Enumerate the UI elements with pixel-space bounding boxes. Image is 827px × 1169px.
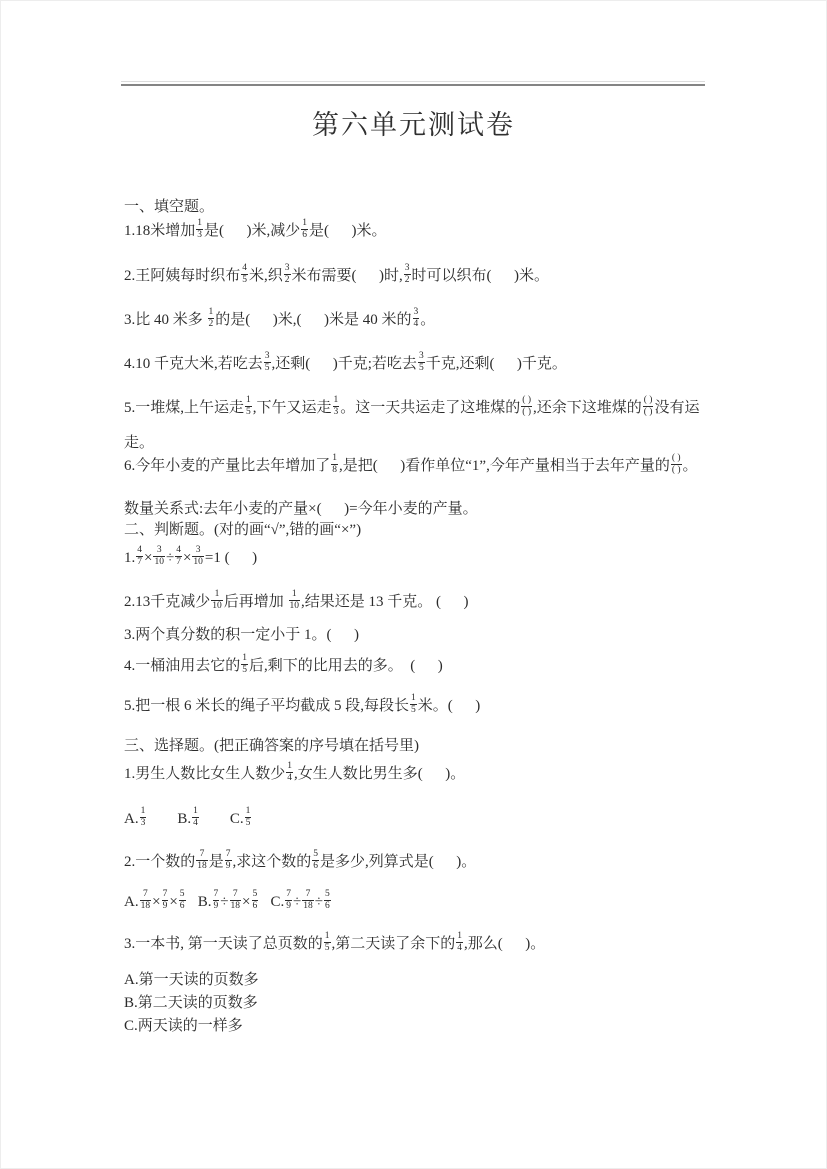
text-run: × [144,549,153,566]
fraction [324,931,331,954]
fraction-numerator: ( ) [522,395,531,405]
text-run: C. [259,893,285,910]
fraction-numerator: 1 [457,931,463,941]
text-run: 1. [124,549,136,566]
fraction [230,889,242,912]
fraction [208,307,215,330]
fraction-numerator: 4 [242,263,248,273]
fraction-denominator: 6 [179,900,185,911]
fraction-numerator: 1 [332,453,338,463]
fill-q2 [124,265,549,288]
fraction-denominator: 6 [252,900,258,911]
text-run: 2.王阿姨每时织布 [124,267,241,284]
fraction-denominator: ( ) [671,464,681,475]
fraction-denominator: 10 [154,556,164,567]
fraction-numerator: 3 [156,545,162,555]
fraction-numerator: 7 [305,889,311,899]
fraction-denominator: 5 [246,406,251,417]
text-run: 米。( ) [417,697,481,714]
text-run: A. [124,893,139,910]
fraction-denominator: 18 [230,900,241,911]
fraction-numerator: 1 [324,931,330,941]
fraction-denominator: 4 [287,772,293,783]
judge-q3 [124,626,359,645]
fraction-denominator: 5 [264,362,270,373]
choice-q2 [124,851,476,874]
fraction-denominator: 18 [303,900,313,911]
fraction-denominator: 6 [324,900,330,911]
text-run: A.第一天读的页数多 [124,972,259,988]
fraction [245,395,252,418]
choice-q1 [124,763,465,786]
text-run: 是( )米,减少 [204,222,301,239]
fraction-numerator: 4 [176,545,181,555]
header-rule [121,84,705,86]
section1-header: 一、填空题。 [124,199,215,215]
fraction-denominator: 2 [404,274,410,285]
text-run: 1.男生人数比女生人数少 [124,765,286,782]
text-run: 是( )米。 [309,222,387,239]
text-run: ,还剩( )千克;若吃去 [271,355,417,372]
fraction-numerator: 7 [232,889,238,899]
fraction-denominator: 3 [140,817,146,828]
fraction-denominator: 9 [225,860,231,871]
text-run: ÷ [293,893,302,910]
fill-q1 [124,220,387,243]
fraction-denominator: 6 [313,860,319,871]
fraction [136,545,143,568]
text-run: 4.一桶油用去它的 [124,657,241,674]
fraction [410,693,417,716]
fraction-denominator: 3 [197,229,203,240]
fraction-denominator: 2 [284,274,290,285]
text-run: ,是把( )看作单位“1”,今年产量相当于去年产量的 [339,457,670,474]
text-run: 1.18米增加 [124,222,196,239]
text-run: × [152,893,161,910]
fill-q6-line1 [124,455,698,478]
fraction [213,889,220,912]
fraction-denominator: 5 [324,942,330,953]
fraction-denominator: 8 [332,464,338,475]
fraction [179,889,186,912]
choice-q3-option-b [124,994,258,1013]
fraction-numerator: 3 [418,351,424,361]
fraction-numerator: 5 [252,889,258,899]
section3-header: 三、选择题。(把正确答案的序号填在括号里) [124,738,419,754]
text-run: 3.比 40 米多 [124,311,207,328]
fill-q5-line2 [124,434,154,453]
fill-q4 [124,353,567,376]
fraction-numerator: 7 [225,849,231,859]
fraction [324,889,331,912]
choice-q3-option-c [124,1017,243,1036]
fraction-numerator: 3 [413,307,419,317]
choice-q3 [124,933,545,956]
fraction [241,263,248,286]
text-run: 米布需要( )时, [291,267,403,284]
fraction [284,263,291,286]
judge-q2 [124,591,469,614]
fraction-numerator: 1 [287,761,293,771]
fraction-numerator: 1 [411,693,416,703]
text-run: 4.10 千克大米,若吃去 [124,355,263,372]
fraction-denominator: 7 [176,556,181,567]
fraction [312,849,319,872]
fraction-denominator: 6 [302,229,308,240]
fraction-denominator: 9 [162,900,168,911]
fraction [192,806,199,829]
fraction-numerator: 3 [195,545,201,555]
choice-q2-options [124,891,332,914]
fraction-numerator: 3 [264,351,270,361]
fraction-numerator: 3 [284,263,290,273]
text-run: 走。 [124,435,155,451]
fraction [413,307,420,330]
text-run: B. [147,810,192,827]
text-run: ,结果还是 13 千克。 ( ) [301,593,469,610]
fill-q5-line1 [124,397,699,420]
fraction-numerator: 1 [193,806,198,816]
fraction-denominator: 10 [289,600,300,611]
fraction [302,889,314,912]
fraction-numerator: 4 [137,545,142,555]
fraction-numerator: 1 [214,589,220,599]
fraction-denominator: 3 [333,406,339,417]
fraction [245,806,252,829]
fraction [196,218,203,241]
text-run: 后再增加 [223,593,288,610]
fraction [196,849,208,872]
fraction-denominator: 7 [137,556,142,567]
text-run: × [182,549,192,566]
text-run: 。 [420,311,436,328]
text-run: ÷ [165,549,175,566]
header-rule-light [121,81,705,82]
fraction [643,395,654,418]
fraction [286,761,293,784]
fraction [285,889,292,912]
fraction-denominator: 9 [213,900,219,911]
fraction-denominator: 5 [242,664,248,675]
text-run: 2.13千克减少 [124,593,211,610]
section2-header: 二、判断题。(对的画“√”,错的画“×”) [124,522,362,538]
fraction [140,806,147,829]
fraction-denominator: 4 [457,942,463,953]
fraction [162,889,169,912]
text-run: 3.两个真分数的积一定小于 1。( ) [124,627,359,643]
judge-q4 [124,655,443,678]
fraction-numerator: 5 [324,889,330,899]
fraction-denominator: ( ) [522,406,531,417]
text-run: 后,剩下的比用去的多。 ( ) [249,657,443,674]
fraction-denominator: ( ) [643,406,653,417]
text-run: B. [186,893,212,910]
text-run: ÷ [314,893,323,910]
text-run: 时可以织布( )米。 [411,267,550,284]
fill-q6-line2 [124,500,478,519]
fraction-denominator: 9 [286,900,292,911]
fraction-numerator: 7 [162,889,168,899]
fraction [333,395,340,418]
fraction [671,453,682,476]
fraction [211,589,223,612]
fraction-numerator: ( ) [671,453,681,463]
fraction-numerator: 5 [313,849,319,859]
text-run: ,还余下这堆煤的 [533,399,642,416]
fraction-denominator: 18 [197,860,207,871]
fraction-numerator: 3 [404,263,410,273]
text-run: ,那么( )。 [464,935,546,952]
fraction-denominator: 5 [418,362,424,373]
fraction-numerator: 7 [213,889,219,899]
text-run: 5.一堆煤,上午运走 [124,399,245,416]
choice-q1-options [124,808,252,831]
fraction-denominator: 2 [208,318,214,329]
text-run: 没有运 [654,399,700,416]
fraction [456,931,463,954]
text-run: 3.一本书, 第一天读了总页数的 [124,935,323,952]
fraction [418,351,425,374]
fraction [140,889,152,912]
text-run: ,第二天读了余下的 [331,935,456,952]
text-run: 2.一个数的 [124,853,196,870]
text-run: B.第二天读的页数多 [124,995,258,1011]
text-run: ,女生人数比男生多( )。 [294,765,466,782]
fraction [264,351,271,374]
text-run: 米,织 [249,267,283,284]
fraction [153,545,165,568]
fraction [289,589,301,612]
text-run: 。这一天共运走了这堆煤的 [340,399,521,416]
fraction-numerator: 1 [208,307,214,317]
fraction-numerator: 1 [291,589,297,599]
fraction-numerator: 1 [242,653,248,663]
text-run: 千克,还剩( )千克。 [425,355,567,372]
judge-q1 [124,547,257,570]
text-run: ÷ [220,893,229,910]
fraction-numerator: 1 [140,806,146,816]
fraction-numerator: 5 [179,889,185,899]
fraction-denominator: 10 [193,556,203,567]
text-run: 的是( )米,( )米是 40 米的 [215,311,412,328]
fraction [521,395,532,418]
text-run: 5.把一根 6 米长的绳子平均截成 5 段,每段长 [124,697,410,714]
text-run: 。 [682,457,698,474]
fraction-numerator: ( ) [643,395,653,405]
text-run: 数量关系式:去年小麦的产量×( )=今年小麦的产量。 [124,501,478,517]
fraction-denominator: 4 [193,817,198,828]
fraction [331,453,338,476]
judge-q5 [124,695,480,718]
text-run: =1 ( ) [204,549,258,566]
text-run: × [169,893,178,910]
text-run: 是 [208,853,224,870]
fraction-denominator: 5 [242,274,248,285]
fraction [404,263,411,286]
fraction [175,545,182,568]
fraction-numerator: 1 [333,395,339,405]
fraction-numerator: 7 [286,889,292,899]
text-run: ,下午又运走 [252,399,332,416]
text-run: A. [124,810,139,827]
fraction-numerator: 7 [199,849,205,859]
fraction-denominator: 4 [413,318,419,329]
text-run: C. [199,810,244,827]
fraction-denominator: 5 [245,817,251,828]
fraction-numerator: 1 [245,806,251,816]
fraction-denominator: 18 [140,900,151,911]
choice-q3-option-a [124,971,259,990]
fraction-denominator: 10 [212,600,222,611]
fraction [252,889,259,912]
fraction-numerator: 1 [246,395,251,405]
fraction [301,218,308,241]
fraction [225,849,232,872]
text-run: 是多少,列算式是( )。 [320,853,477,870]
text-run: × [242,893,251,910]
fraction [192,545,204,568]
page-title: 第六单元测试卷 [312,110,515,140]
fraction-denominator: 5 [411,704,416,715]
text-run: ,求这个数的 [232,853,312,870]
fraction-numerator: 1 [302,218,308,228]
fraction [241,653,248,676]
fraction-numerator: 1 [197,218,203,228]
text-run: 6.今年小麦的产量比去年增加了 [124,457,331,474]
fill-q3 [124,309,435,332]
text-run: C.两天读的一样多 [124,1018,243,1034]
fraction-numerator: 7 [142,889,148,899]
